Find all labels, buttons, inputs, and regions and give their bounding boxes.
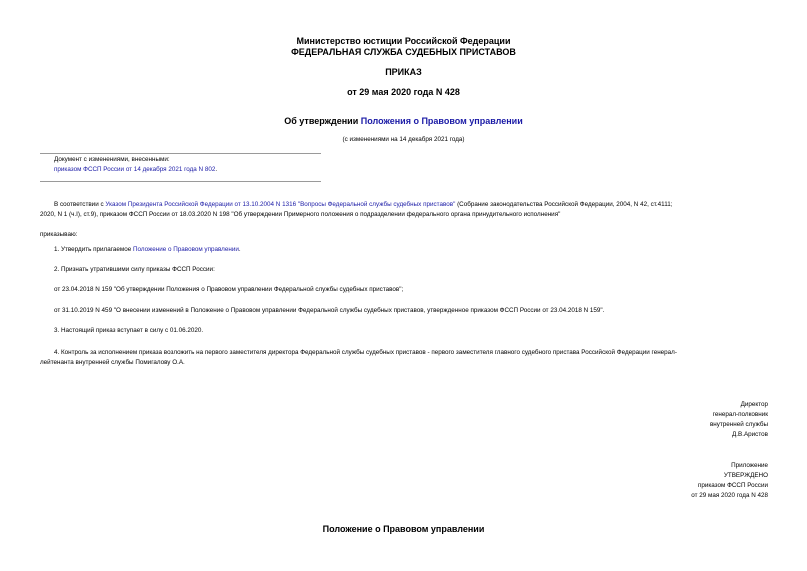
item-4-line1: 4. Контроль за исполнением приказа возложить на первого заместителя директора Федеральной службы судебных приставов - первого заместителя главного судебного пристава Российской Федерации генерал- [54, 349, 677, 356]
item-1-start: 1. Утвердить прилагаемое [54, 246, 133, 253]
changes-suffix: . [215, 166, 218, 173]
regulation-title: Положение о Правовом управлении [322, 524, 485, 534]
signature-name: Д.В.Аристов [732, 431, 768, 438]
date-number-heading: от 29 мая 2020 года N 428 [347, 87, 460, 97]
title-link[interactable]: Положения о Правовом управлении [360, 116, 523, 126]
changes-label: Документ с изменениями, внесенными: [54, 156, 170, 163]
service-heading: ФЕДЕРАЛЬНАЯ СЛУЖБА СУДЕБНЫХ ПРИСТАВОВ [291, 47, 516, 57]
appendix-date: от 29 мая 2020 года N 428 [691, 492, 768, 499]
item-3: 3. Настоящий приказ вступает в силу с 01.06.2020. [54, 327, 204, 334]
changes-link[interactable]: приказом ФССП России от 14 декабря 2021 года N 802 [54, 166, 216, 173]
item-2: 2. Признать утратившими силу приказы ФССП России: [54, 266, 215, 273]
ministry-heading: Министерство юстиции Российской Федерации [296, 36, 511, 46]
subtitle-revision: (с изменениями на 14 декабря 2021 года) [342, 136, 465, 143]
orders-word: приказываю: [40, 231, 78, 238]
signature-service: внутренней службы [709, 421, 768, 428]
appendix-approved: УТВЕРЖДЕНО [723, 472, 768, 479]
signature-position: Директор [740, 401, 768, 408]
appendix-order: приказом ФССП России [697, 482, 768, 489]
changes-bottom-rule [40, 181, 321, 182]
paragraph-intro-line2: 2020, N 1 (ч.I), ст.9), приказом ФССП России от 18.03.2020 N 198 "Об утверждении Примерного положения о подразделении федерального органа принудительного исполнения" [40, 211, 561, 218]
item-2a: от 23.04.2018 N 159 "Об утверждении Положения о Правовом управлении Федеральной службы судебных приставов"; [54, 286, 404, 293]
item-4-line2: лейтенанта внутренней службы Помигалову О.А. [40, 359, 185, 366]
changes-top-rule [40, 153, 321, 154]
signature-rank: генерал-полковник [712, 411, 768, 418]
document-title [0, 116, 807, 126]
title-prefix: Об утверждении [284, 116, 361, 126]
decree-link[interactable]: Указом Президента Российской Федерации от 13.10.2004 N 1316 "Вопросы Федеральной службы судебных приставов" [105, 201, 456, 208]
intro-rest: (Собрание законодательства Российской Федерации, 2004, N 42, ст.4111; [455, 201, 673, 208]
item-1-end: . [238, 246, 241, 253]
item-2b: от 31.10.2019 N 459 "О внесении изменений в Положение о Правовом управлении Федеральной службы судебных приставов, утвержденное приказом ФССП России от 23.04.2018 N 159". [54, 307, 605, 314]
intro-start: В соответствии с [54, 201, 106, 208]
appendix-label: Приложение [731, 462, 768, 469]
changes-item [54, 166, 217, 173]
item-1-link[interactable]: Положение о Правовом управлении [132, 246, 239, 253]
doc-type-heading: ПРИКАЗ [385, 67, 422, 77]
item-1 [54, 246, 241, 253]
paragraph-intro [54, 201, 672, 208]
